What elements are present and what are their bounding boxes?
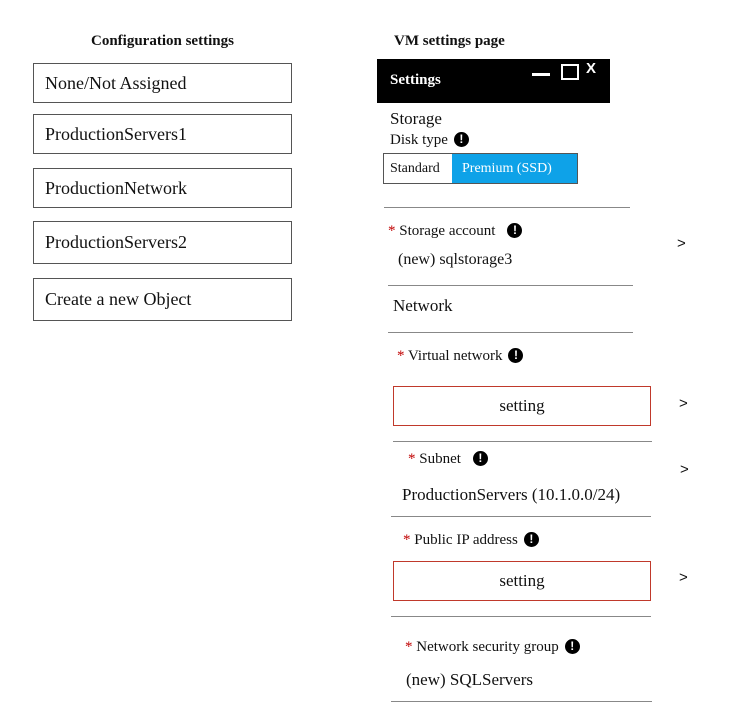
virtual-network-label: Virtual network [407,348,503,364]
chevron-right-icon[interactable]: > [679,569,688,586]
divider [391,516,651,517]
storage-account-label: Storage account [399,223,496,239]
subnet-row [408,451,488,468]
public-ip-row [403,532,539,549]
required-marker: * [397,348,405,364]
config-item-productionservers1[interactable] [33,114,292,154]
info-icon[interactable]: ! [507,223,522,238]
subnet-value[interactable]: ProductionServers (10.1.0.0/24) [402,485,621,504]
config-item-productionservers2[interactable] [33,221,292,264]
config-item-label: ProductionServers1 [45,123,187,144]
subnet-label: Subnet [419,451,461,467]
storage-section-title: Storage [390,109,442,128]
divider [391,616,651,617]
disk-type-label: Disk type [390,132,448,148]
info-icon[interactable]: ! [508,348,523,363]
divider [388,332,633,333]
public-ip-label: Public IP address [414,532,518,548]
nsg-value[interactable]: (new) SQLServers [406,670,533,689]
divider [393,441,652,442]
nsg-row [405,639,580,656]
close-icon[interactable]: X [586,60,597,77]
settings-window-titlebar [377,59,610,103]
window-title: Settings [390,72,441,88]
divider [384,207,630,208]
virtual-network-row [397,348,523,365]
info-icon[interactable]: ! [565,639,580,654]
config-item-create-new[interactable] [33,278,292,321]
required-marker: * [403,532,411,548]
disk-option-standard[interactable]: Standard [384,154,452,183]
config-item-label: None/Not Assigned [45,72,187,93]
required-marker: * [408,451,416,467]
chevron-right-icon[interactable]: > [680,461,689,478]
config-item-none[interactable] [33,63,292,103]
config-item-label: ProductionNetwork [45,177,187,198]
config-item-productionnetwork[interactable] [33,168,292,208]
virtual-network-setting-target[interactable]: setting [393,386,651,426]
info-icon[interactable]: ! [473,451,488,466]
storage-account-value[interactable]: (new) sqlstorage3 [398,251,513,268]
nsg-label: Network security group [416,639,559,655]
storage-account-row [388,223,522,240]
divider [391,701,652,702]
info-icon[interactable]: ! [454,132,469,147]
config-item-label: Create a new Object [45,289,192,309]
disk-type-selector [383,153,578,184]
required-marker: * [405,639,413,655]
public-ip-setting-target[interactable]: setting [393,561,651,601]
config-item-label: ProductionServers2 [45,232,187,252]
minimize-icon[interactable] [532,73,550,76]
info-icon[interactable]: ! [524,532,539,547]
vm-heading: VM settings page [394,33,505,49]
network-section-title: Network [393,296,453,315]
chevron-right-icon[interactable]: > [677,235,686,252]
divider [388,285,633,286]
config-heading: Configuration settings [91,33,234,49]
chevron-right-icon[interactable]: > [679,395,688,412]
required-marker: * [388,223,396,239]
disk-option-premium[interactable]: Premium (SSD) [452,154,577,183]
maximize-icon[interactable] [561,64,579,80]
disk-type-row [390,132,469,149]
